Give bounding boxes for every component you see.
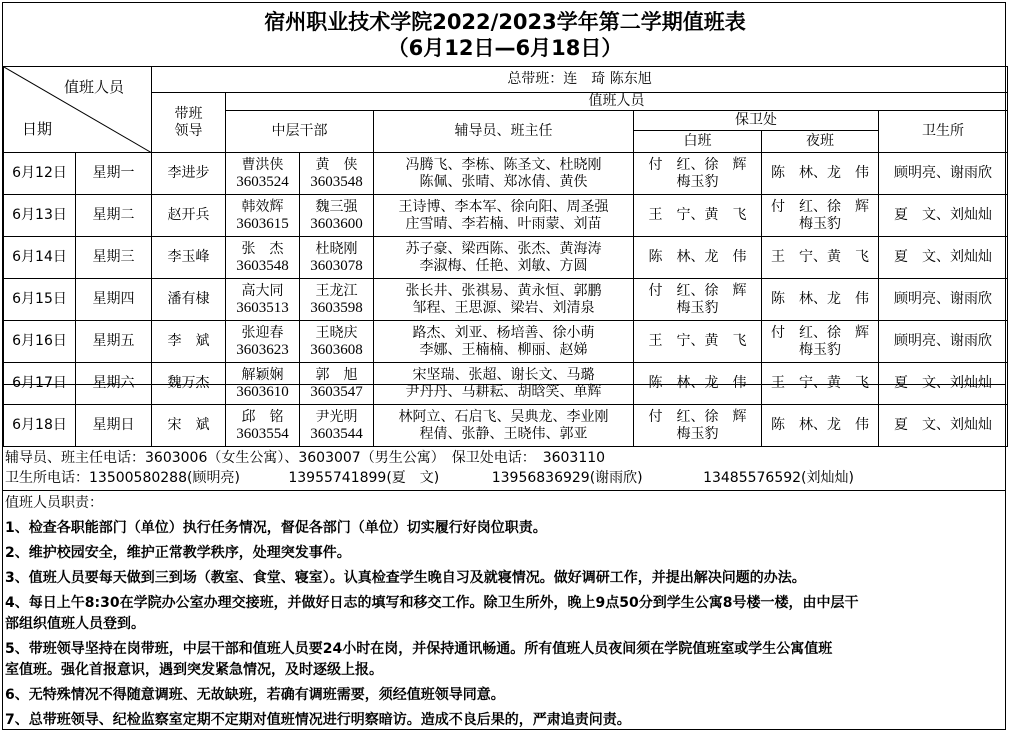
row-clinic: 顾明亮、谢雨欣 [894, 333, 993, 349]
header-clinic: 卫生所 [879, 111, 1008, 153]
day-shift-cell [634, 195, 762, 237]
clinic-cell [879, 237, 1008, 279]
duty-row [4, 321, 1008, 363]
row-date: 6月14日 [12, 249, 67, 265]
duty-item-3: 3、值班人员要每天做到三到场（教室、食堂、寝室）。认真检查学生晚自习及就寝情况。做好调研工作，并提出解决问题的办法。 [5, 570, 806, 586]
counselor-cell [374, 279, 634, 321]
title-line-1: 宿州职业技术学院2022/2023学年第二学期值班表 [264, 10, 746, 34]
night-shift-line-2: 梅玉豹 [799, 215, 841, 232]
counselor-line-1: 路杰、刘亚、杨培善、徐小萌 [412, 324, 595, 341]
clinic-phone-4: 13485576592(刘灿灿) [703, 470, 854, 486]
cadre-1-name: 解颖娴 [241, 366, 284, 383]
duties-section [5, 493, 1005, 731]
cadre-2-name: 黄 侠 [315, 156, 358, 173]
cadre-1-name: 邱 铭 [241, 408, 284, 425]
weekday-cell [76, 279, 152, 321]
cadre-1-phone: 3603623 [236, 341, 289, 358]
general-leader: 总带班：连 琦 陈东旭 [152, 67, 1008, 93]
leader-cell [152, 237, 226, 279]
duty-item-7: 7、总带班领导、纪检监察室定期不定期对值班情况进行明察暗访。造成不良后果的，严肃追责问责。 [5, 712, 631, 728]
row-weekday: 星期日 [92, 417, 135, 433]
day-shift-line-2: 梅玉豹 [676, 425, 719, 442]
cadre-1-name: 张迎春 [241, 324, 284, 341]
cadre-2-phone: 3603608 [310, 341, 363, 358]
header-duty-person: 值班人员 [64, 78, 125, 96]
counselor-line-2: 尹丹丹、马耕耘、胡晗笑、单辉 [405, 383, 602, 400]
counselor-line-2: 李淑梅、任艳、刘敏、方圆 [419, 257, 588, 274]
counselor-cell [374, 321, 634, 363]
day-shift-cell [634, 237, 762, 279]
cadre-2-cell [300, 321, 374, 363]
weekday-cell [76, 195, 152, 237]
weekday-cell [76, 153, 152, 195]
cadre-1-phone: 3603610 [236, 383, 289, 400]
row-date: 6月12日 [12, 165, 67, 181]
day-shift-line-1: 陈 林、龙 伟 [648, 249, 747, 265]
duty-row [4, 195, 1008, 237]
date-cell [4, 195, 76, 237]
cadre-1-cell [226, 405, 300, 447]
row-date: 6月17日 [12, 375, 67, 391]
duty-item-6: 6、无特殊情况不得随意调班、无故缺班，若确有调班需要，须经值班领导同意。 [5, 687, 505, 703]
row-weekday: 星期三 [92, 249, 135, 265]
cadre-1-name: 韩效辉 [241, 198, 284, 215]
leader-cell [152, 279, 226, 321]
night-shift-line-1: 陈 林、龙 伟 [771, 291, 869, 307]
night-shift-line-1: 王 宁、黄 飞 [771, 249, 869, 265]
clinic-phone-3: 13956836929(谢雨欣) [491, 470, 643, 486]
duty-item-5a: 5、带班领导坚持在岗带班，中层干部和值班人员要24小时在岗，并保持通讯畅通。所有值班人员夜间须在学院值班室或学生公寓值班 [5, 641, 833, 657]
clinic-cell [879, 195, 1008, 237]
cadre-2-phone: 3603598 [310, 299, 363, 316]
cadre-2-cell [300, 153, 374, 195]
header-day-shift: 白班 [634, 131, 762, 153]
clinic-cell [879, 153, 1008, 195]
duty-row [4, 237, 1008, 279]
night-shift-cell [762, 405, 879, 447]
date-cell [4, 237, 76, 279]
row-date: 6月13日 [12, 207, 67, 223]
cadre-2-phone: 3603078 [310, 257, 363, 274]
cadre-2-phone: 3603544 [310, 425, 363, 442]
cadre-1-name: 张 杰 [241, 240, 284, 257]
row-weekday: 星期六 [92, 375, 135, 391]
counselor-line-1: 林阿立、石启飞、吴典龙、李业刚 [398, 408, 609, 425]
cadre-2-cell [300, 195, 374, 237]
weekday-cell [76, 237, 152, 279]
row-clinic: 夏 文、刘灿灿 [894, 207, 993, 223]
header-duty-staff: 值班人员 [226, 93, 1008, 111]
date-cell [4, 321, 76, 363]
row-weekday: 星期一 [92, 165, 135, 181]
clinic-cell [879, 321, 1008, 363]
duty-row [4, 279, 1008, 321]
weekday-cell [76, 321, 152, 363]
cadre-1-cell [226, 321, 300, 363]
day-shift-line-1: 王 宁、黄 飞 [648, 333, 747, 349]
header-leader-2: 领导 [174, 122, 203, 139]
duty-item-2: 2、维护校园安全，维护正常教学秩序，处理突发事件。 [5, 545, 351, 561]
leader-cell [152, 405, 226, 447]
header-night-shift: 夜班 [762, 131, 879, 153]
cadre-2-phone: 3603548 [310, 173, 363, 190]
counselor-line-1: 宋坚瑞、张超、谢长文、马璐 [412, 366, 595, 383]
cadre-2-cell [300, 237, 374, 279]
night-shift-cell [762, 153, 879, 195]
counselor-line-2: 陈佩、张晴、郑冰倩、黄佚 [419, 173, 588, 190]
row-leader: 李玉峰 [167, 249, 210, 265]
counselor-cell [374, 153, 634, 195]
row-clinic: 顾明亮、谢雨欣 [894, 291, 993, 307]
row-date: 6月15日 [12, 291, 67, 307]
row-weekday: 星期二 [92, 207, 135, 223]
row-weekday: 星期五 [92, 333, 135, 349]
duty-row [4, 153, 1008, 195]
day-shift-line-1: 付 红、徐 辉 [648, 156, 747, 173]
phones-line-1: 辅导员、班主任电话：3603006（女生公寓）、3603007（男生公寓） 保卫处电话： 3603110 [5, 450, 606, 466]
header-counselor: 辅导员、班主任 [374, 111, 634, 153]
phones-rule [3, 490, 1005, 491]
cadre-1-phone: 3603548 [236, 257, 289, 274]
row-weekday: 星期四 [92, 291, 135, 307]
cadre-2-name: 郭 旭 [315, 366, 358, 383]
title-line-2: （6月12日—6月18日） [387, 36, 623, 60]
counselor-line-2: 李娜、王楠楠、柳丽、赵娣 [419, 341, 588, 358]
cadre-2-phone: 3603547 [310, 383, 363, 400]
cadre-1-phone: 3603524 [236, 173, 289, 190]
clinic-phone-2: 13955741899(夏 文) [288, 470, 440, 486]
cadre-1-cell [226, 153, 300, 195]
row-leader: 李 斌 [167, 333, 210, 349]
night-shift-cell [762, 279, 879, 321]
row-clinic: 顾明亮、谢雨欣 [894, 165, 993, 181]
weekday-cell [76, 405, 152, 447]
row-leader: 宋 斌 [167, 417, 210, 433]
night-shift-line-1: 付 红、徐 辉 [771, 198, 869, 215]
counselor-line-1: 冯腾飞、李栋、陈圣文、杜晓刚 [405, 156, 602, 173]
night-shift-line-1: 陈 林、龙 伟 [771, 165, 869, 181]
night-shift-cell [762, 321, 879, 363]
day-shift-line-2: 梅玉豹 [676, 299, 719, 316]
cadre-1-phone: 3603615 [236, 215, 289, 232]
header-leader-1: 带班 [174, 105, 203, 122]
row-clinic: 夏 文、刘灿灿 [894, 417, 993, 433]
duty-item-4a: 4、每日上午8:30在学院办公室办理交接班，并做好日志的填写和移交工作。除卫生所外，晚上9点50分到学生公寓8号楼一楼，由中层干 [5, 595, 859, 611]
cadre-2-cell [300, 405, 374, 447]
counselor-line-2: 程倩、张静、王晓伟、郭亚 [419, 425, 588, 442]
night-shift-line-1: 陈 林、龙 伟 [771, 417, 869, 433]
sheet-title [3, 9, 1007, 61]
duty-row [4, 405, 1008, 447]
row-clinic: 夏 文、刘灿灿 [894, 375, 993, 391]
counselor-line-1: 苏子豪、梁西陈、张杰、黄海涛 [405, 240, 602, 257]
row-date: 6月18日 [12, 417, 67, 433]
row-leader: 潘有棣 [167, 291, 210, 307]
cadre-1-cell [226, 237, 300, 279]
cadre-2-phone: 3603600 [310, 215, 363, 232]
date-cell [4, 405, 76, 447]
day-shift-cell [634, 405, 762, 447]
night-shift-cell [762, 237, 879, 279]
night-shift-line-1: 王 宁、黄 飞 [771, 375, 869, 391]
duty-item-1: 1、检查各职能部门（单位）执行任务情况，督促各部门（单位）切实履行好岗位职责。 [5, 520, 547, 536]
counselor-line-2: 庄雪晴、李若楠、叶雨蒙、刘苗 [405, 215, 602, 232]
day-shift-cell [634, 153, 762, 195]
leader-cell [152, 153, 226, 195]
night-shift-cell [762, 195, 879, 237]
day-shift-line-1: 王 宁、黄 飞 [648, 207, 747, 223]
day-shift-line-2: 梅玉豹 [676, 173, 719, 190]
table-bottom-rule [3, 384, 1005, 385]
day-shift-line-1: 付 红、徐 辉 [648, 408, 747, 425]
day-shift-cell [634, 321, 762, 363]
cadre-2-name: 王晓庆 [315, 324, 358, 341]
row-leader: 李进步 [167, 165, 210, 181]
counselor-line-2: 邹程、王思源、梁岩、刘清泉 [412, 299, 595, 316]
row-clinic: 夏 文、刘灿灿 [894, 249, 993, 265]
day-shift-cell [634, 279, 762, 321]
counselor-line-1: 张长井、张祺易、黄永恒、郭鹏 [405, 282, 602, 299]
cadre-2-name: 王龙江 [315, 282, 358, 299]
duty-sheet [2, 2, 1006, 730]
counselor-line-1: 王诗博、李本军、徐向阳、周圣强 [398, 198, 609, 215]
phones-line-2 [5, 469, 1005, 488]
clinic-cell [879, 279, 1008, 321]
clinic-cell [879, 405, 1008, 447]
cadre-2-cell [300, 279, 374, 321]
counselor-cell [374, 405, 634, 447]
cadre-2-name: 杜晓刚 [315, 240, 358, 257]
leader-cell [152, 195, 226, 237]
header-mid-cadre: 中层干部 [226, 111, 374, 153]
header-leader [152, 93, 226, 153]
cadre-1-phone: 3603554 [236, 425, 289, 442]
clinic-phone-1: 13500580288(顾明亮) [89, 470, 240, 486]
row-leader: 赵开兵 [167, 207, 210, 223]
duty-item-5b: 室值班。强化首报意识，遇到突发紧急情况，及时逐级上报。 [5, 662, 383, 678]
header-security: 保卫处 [634, 111, 879, 131]
date-cell [4, 279, 76, 321]
duties-heading: 值班人员职责： [5, 495, 103, 511]
header-date: 日期 [22, 120, 53, 138]
day-shift-line-1: 付 红、徐 辉 [648, 282, 747, 299]
night-shift-line-1: 付 红、徐 辉 [771, 324, 869, 341]
cadre-2-name: 尹光明 [315, 408, 358, 425]
cadre-1-name: 高大同 [241, 282, 284, 299]
clinic-phone-label: 卫生所电话： [5, 470, 89, 486]
row-date: 6月16日 [12, 333, 67, 349]
counselor-cell [374, 237, 634, 279]
cadre-1-name: 曹洪侠 [241, 156, 284, 173]
row-leader: 魏万杰 [167, 375, 210, 391]
counselor-cell [374, 195, 634, 237]
diagonal-header-cell [4, 67, 152, 153]
duty-table [3, 66, 1008, 447]
cadre-1-cell [226, 195, 300, 237]
cadre-1-phone: 3603513 [236, 299, 289, 316]
cadre-2-name: 魏三强 [315, 198, 358, 215]
duty-item-4b: 部组织值班人员登到。 [5, 616, 145, 632]
cadre-1-cell [226, 279, 300, 321]
date-cell [4, 153, 76, 195]
night-shift-line-2: 梅玉豹 [799, 341, 841, 358]
leader-cell [152, 321, 226, 363]
day-shift-line-1: 陈 林、龙 伟 [648, 375, 747, 391]
